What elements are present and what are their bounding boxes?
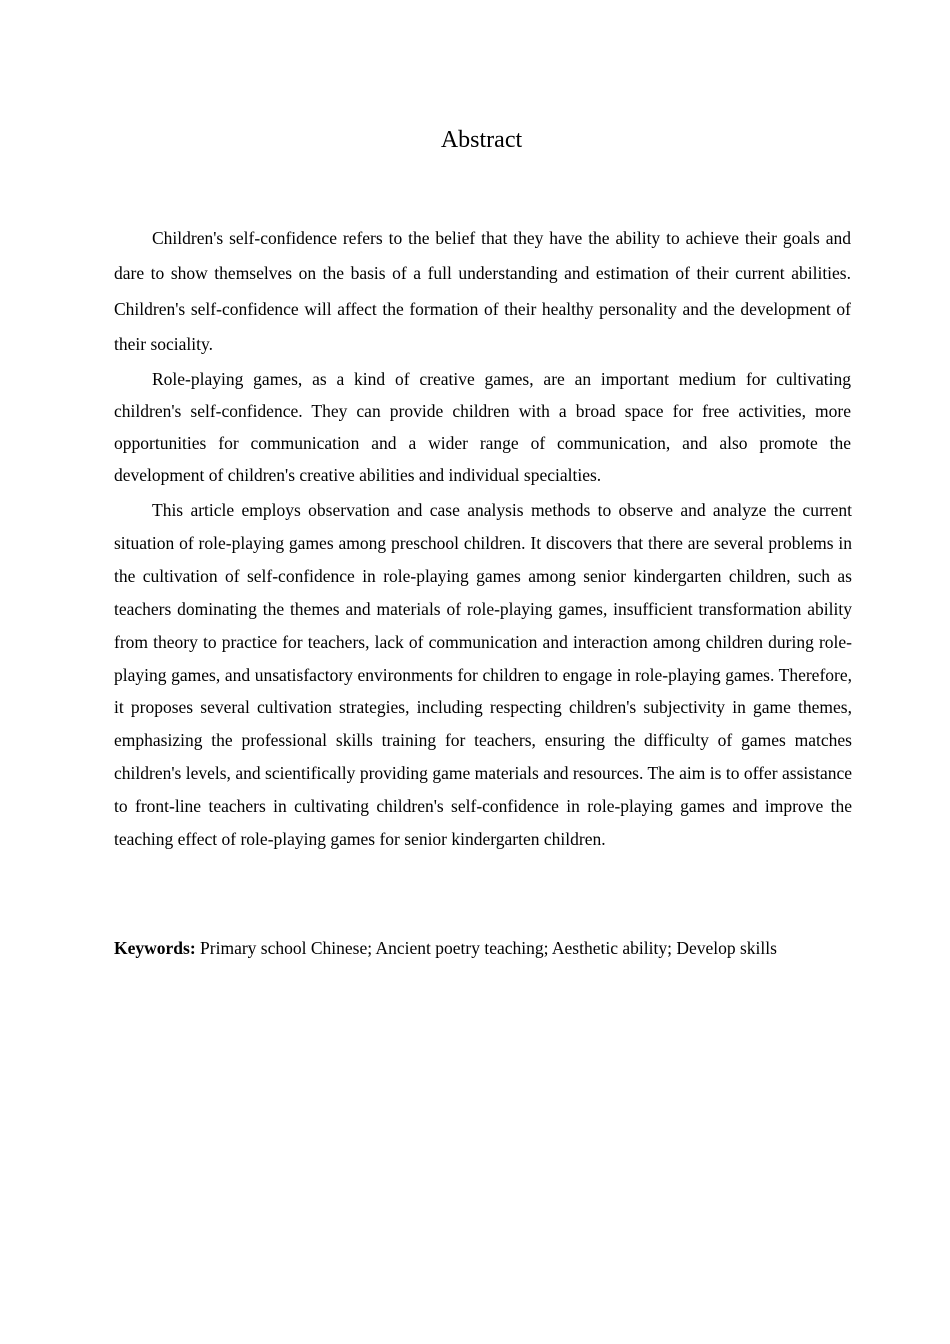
abstract-paragraph-1: Children's self-confidence refers to the belief that they have the ability to achieve their goals and dare to show themselves on the basis of a full understanding and estimation of their current abilities. Children's self-confidence will affect the formation of their healthy personality and the development of their sociality. xyxy=(114,228,851,354)
keywords-line xyxy=(114,932,874,964)
abstract-paragraph-3: This article employs observation and case analysis methods to observe and analyze the current situation of role-playing games among preschool children. It discovers that there are several problems in the cultivation of self-confidence in role-playing games among senior kindergarten children, such as teachers dominating the themes and materials of role-playing games, insufficient transformation ability from theory to practice for teachers, lack of communication and interaction among children during role-playing games, and unsatisfactory environments for children to engage in role-playing games. Therefore, it proposes several cultivation strategies, including respecting children's subjectivity in game themes, emphasizing the professional skills training for teachers, ensuring the difficulty of games matches children's levels, and scientifically providing game materials and resources. The aim is to offer assistance to front-line teachers in cultivating children's self-confidence in role-playing games and improve the teaching effect of role-playing games for senior kindergarten children. xyxy=(114,500,852,850)
abstract-paragraph-2: Role-playing games, as a kind of creative games, are an important medium for cultivating children's self-confidence. They can provide children with a broad space for free activities, more opportunities for communication and a wider range of communication, and also promote the development of children's creative abilities and individual specialties. xyxy=(114,369,851,485)
page-title: Abstract xyxy=(440,127,523,153)
keywords-text: Primary school Chinese; Ancient poetry teaching; Aesthetic ability; Develop skills xyxy=(200,938,777,958)
keywords-label: Keywords: xyxy=(114,938,196,958)
